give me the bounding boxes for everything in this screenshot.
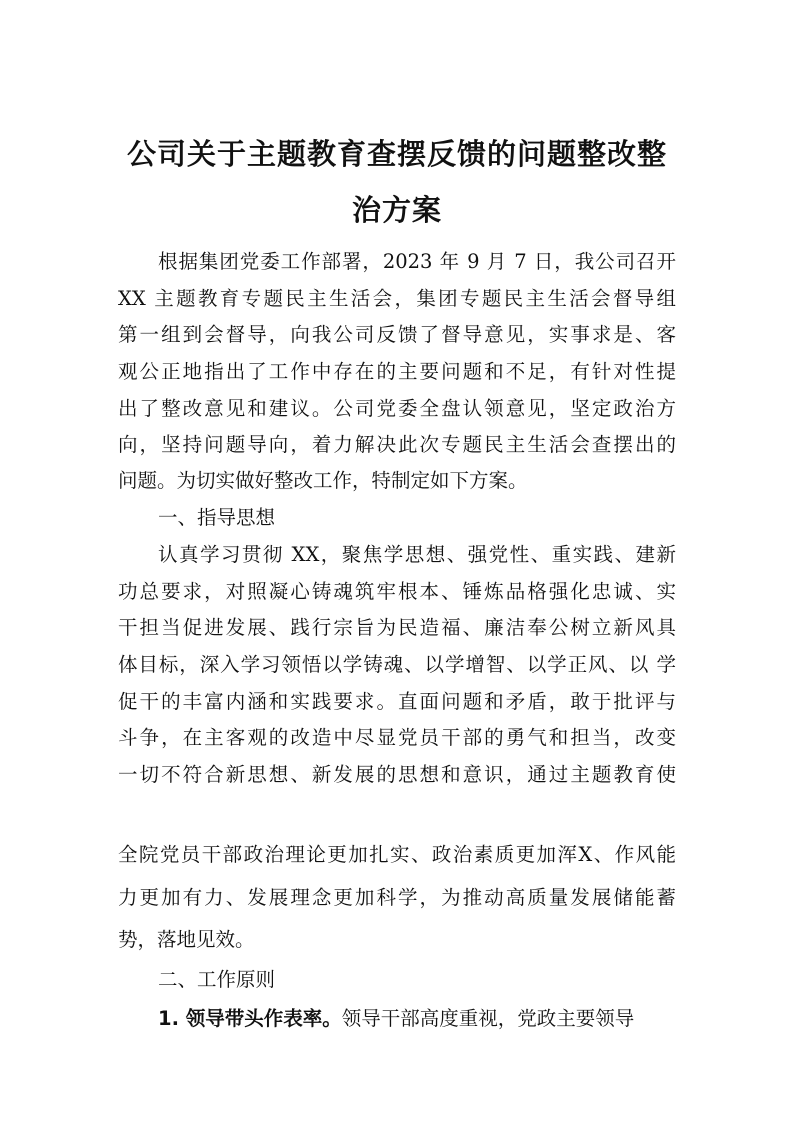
paragraph-line: 促干的丰富内涵和实践要求。直面问题和矛盾，敢于批评与	[118, 690, 676, 713]
paragraph-line: 问题。为切实做好整改工作，特制定如下方案。	[118, 469, 528, 492]
paragraph-line: 出了整改意见和建议。公司党委全盘认领意见，坚定政治方	[118, 397, 676, 420]
paragraph-line: 体目标，深入学习领悟以学铸魂、以学增智、以学正风、以 学	[118, 653, 676, 676]
document-title-line-1: 公司关于主题教育查摆反馈的问题整改整	[126, 137, 667, 171]
paragraph-line: 势，落地见效。	[118, 928, 255, 951]
paragraph-line: XX 主题教育专题民主生活会，集团专题民主生活会督导组	[118, 287, 676, 310]
paragraph-line: 向，坚持问题导向，着力解决此次专题民主生活会查摆出的	[118, 433, 676, 456]
paragraph-line: 第一组到会督导，向我公司反馈了督导意见，实事求是、客	[118, 323, 676, 346]
paragraph-line: 干担当促进发展、践行宗旨为民造福、廉洁奉公树立新风具	[118, 616, 676, 639]
section-heading-1: 一、指导思想	[158, 506, 276, 529]
document-title-line-2: 治方案	[351, 193, 442, 227]
paragraph-line: 功总要求，对照凝心铸魂筑牢根本、锤炼品格强化忠诚、实	[118, 580, 676, 603]
paragraph-line: 斗争，在主客观的改造中尽显党员干部的勇气和担当，改变	[118, 726, 676, 749]
paragraph-line: 观公正地指出了工作中存在的主要问题和不足，有针对性提	[118, 360, 676, 383]
paragraph-line: 全院党员干部政治理论更加扎实、政治素质更加浑X、作风能	[118, 843, 676, 866]
paragraph-line: 力更加有力、发展理念更加科学，为推动高质量发展储能蓄	[118, 886, 676, 909]
item-1-heading: 1. 领导带头作表率。	[158, 1007, 342, 1030]
item-1	[158, 1006, 676, 1032]
item-1-text: 领导干部高度重视，党政主要领导	[341, 1007, 635, 1030]
paragraph-line: 一切不符合新思想、新发展的思想和意识，通过主题教育使	[118, 763, 676, 786]
section-heading-2: 二、工作原则	[158, 968, 276, 991]
paragraph-line: 根据集团党委工作部署，2023 年 9 月 7 日，我公司召开	[158, 250, 676, 273]
paragraph-line: 认真学习贯彻 XX，聚焦学思想、强党性、重实践、建新	[158, 543, 676, 566]
